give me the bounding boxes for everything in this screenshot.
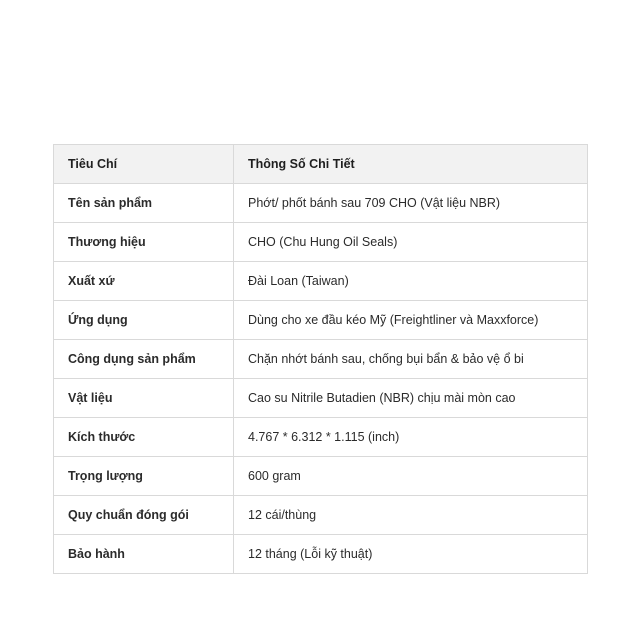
row-value: Đài Loan (Taiwan)	[234, 262, 588, 301]
column-header-details: Thông Số Chi Tiết	[234, 145, 588, 184]
specification-table-container	[53, 144, 587, 574]
row-label: Bảo hành	[54, 535, 234, 574]
row-label: Trọng lượng	[54, 457, 234, 496]
row-label: Ứng dụng	[54, 301, 234, 340]
table-row	[54, 184, 588, 223]
row-label: Công dụng sản phẩm	[54, 340, 234, 379]
row-label: Vật liệu	[54, 379, 234, 418]
table-body	[54, 184, 588, 574]
table-row	[54, 340, 588, 379]
row-value: 12 tháng (Lỗi kỹ thuật)	[234, 535, 588, 574]
table-row	[54, 457, 588, 496]
table-row	[54, 223, 588, 262]
table-row	[54, 418, 588, 457]
row-label: Quy chuẩn đóng gói	[54, 496, 234, 535]
row-label: Tên sản phẩm	[54, 184, 234, 223]
row-value: Chặn nhớt bánh sau, chống bụi bẩn & bảo vệ ổ bi	[234, 340, 588, 379]
row-label: Kích thước	[54, 418, 234, 457]
row-value: Cao su Nitrile Butadien (NBR) chịu mài mòn cao	[234, 379, 588, 418]
row-value: 4.767 * 6.312 * 1.115 (inch)	[234, 418, 588, 457]
row-value: CHO (Chu Hung Oil Seals)	[234, 223, 588, 262]
specification-table	[53, 144, 588, 574]
row-value: 12 cái/thùng	[234, 496, 588, 535]
table-header-row	[54, 145, 588, 184]
column-header-criteria: Tiêu Chí	[54, 145, 234, 184]
table-row	[54, 301, 588, 340]
row-label: Thương hiệu	[54, 223, 234, 262]
row-value: 600 gram	[234, 457, 588, 496]
table-row	[54, 379, 588, 418]
table-row	[54, 262, 588, 301]
row-label: Xuất xứ	[54, 262, 234, 301]
row-value: Dùng cho xe đầu kéo Mỹ (Freightliner và Maxxforce)	[234, 301, 588, 340]
table-row	[54, 535, 588, 574]
row-value: Phớt/ phốt bánh sau 709 CHO (Vật liệu NBR)	[234, 184, 588, 223]
table-header	[54, 145, 588, 184]
table-row	[54, 496, 588, 535]
